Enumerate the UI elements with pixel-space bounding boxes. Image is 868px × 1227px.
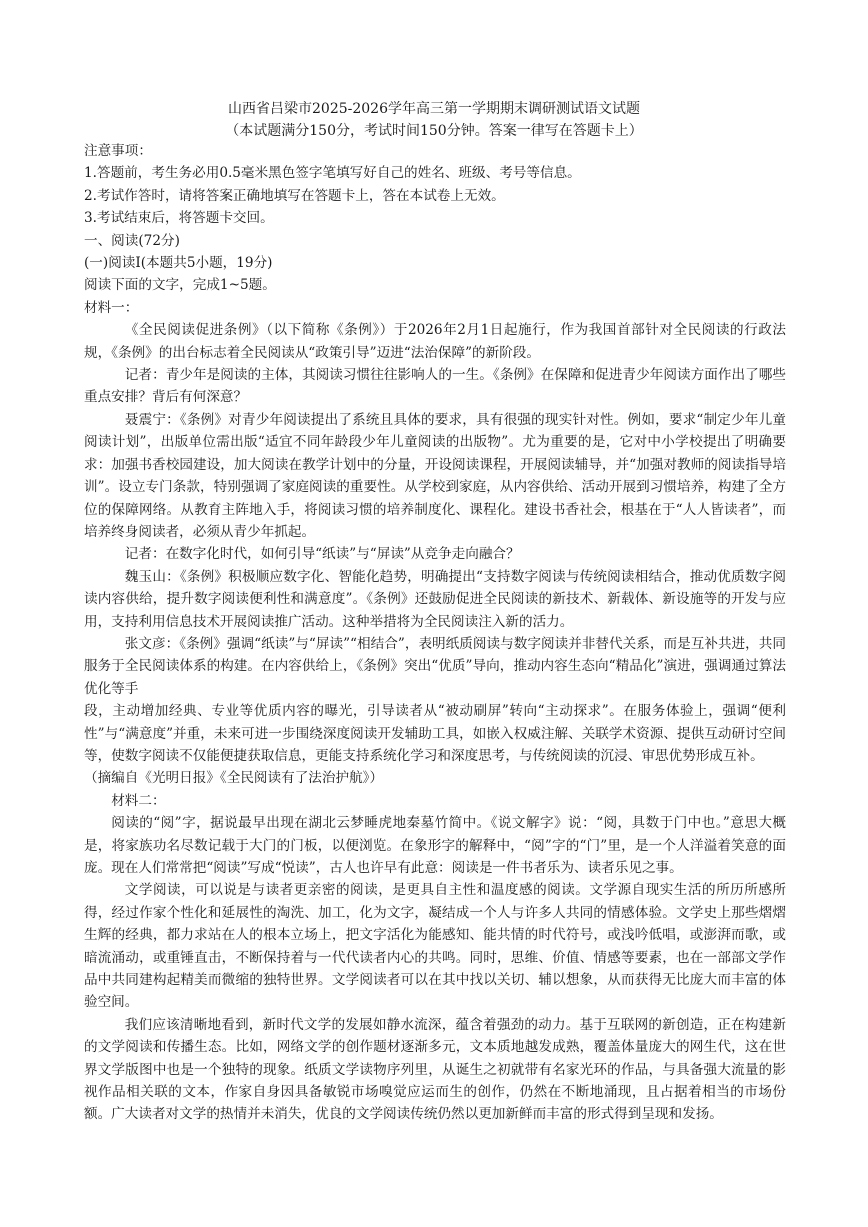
material2-paragraph: 我们应该清晰地看到，新时代文学的发展如静水流深，蕴含着强劲的动力。基于互联网的新创造，正在构建新的文学阅读和传播生态。比如，网络文学的创作题材逐渐多元，文本质地越发成熟，覆盖体量庞大的网生代，这在世界文学版图中也是一个独特的现象。纸质文学读物序列里，从诞生之初就带有名家光环的作品，与具备强大流量的影视作品相关联的文本，作家自身因具备敏锐市场嗅觉应运而生的创作，仍然在不断地涌现，且占据着相当的市场份额。广大读者对文学的热情并未消失，优良的文学阅读传统仍然以更加新鲜而丰富的形式得到呈现和发扬。 xyxy=(84,1016,786,1123)
material2-paragraph: 文学阅读，可以说是与读者更亲密的阅读，是更具自主性和温度感的阅读。文学源自现实生活的所历所感所得，经过作家个性化和延展性的淘洗、加工，化为文字，凝结成一个人与许多人共同的情感体验。文学史上那些熠熠生辉的经典，都力求站在人的根本立场上，把文字活化为能感知、能共情的时代符号，或浅吟低唱，或澎湃而歌，或暗流涌动，或重锤直击，不断保持着与一代代读者内心的共鸣。同时，思维、价值、情感等要素，也在一部部文学作品中共同建构起精美而微缩的独特世界。文学阅读者可以在其中找以关切、辅以想象，从而获得无比庞大而丰富的体验空间。 xyxy=(84,882,786,1011)
sub-heading: (一)阅读Ⅰ(本题共5小题，19分) xyxy=(84,255,273,272)
material1-paragraph: 《全民阅读促进条例》（以下简称《条例》）于2026年2月1日起施行，作为我国首部针对全民阅读的行政法规，《条例》的出台标志着全民阅读从“政策引导”迈进“法治保障”的新阶段。 xyxy=(84,322,786,361)
notice-item: 1.答题前，考生务必用0.5毫米黑色签字笔填写好自己的姓名、班级、考号等信息。 xyxy=(84,165,581,182)
material1-paragraph: 记者：在数字化时代，如何引导“纸读”与“屏读”从竞争走向融合？ xyxy=(124,546,520,563)
material1-paragraph: 张文彦：《条例》强调“纸读”与“屏读”“相结合”，表明纸质阅读与数字阅读并非替代关系，而是互补共进，共同服务于全民阅读体系的构建。在内容供给上，《条例》突出“优质”导向，推动内容生态向“精品化”演进，强调通过算法优化等手 xyxy=(84,635,786,697)
material2-paragraph: 阅读的“阅”字，据说最早出现在湖北云梦睡虎地秦墓竹简中。《说文解字》说：“阅，具数于门中也。”意思大概是，将家族功名尽数记载于大门的门板，以便浏览。在象形字的解释中，“阅”字的“门”里，是一个人洋溢着笑意的面庞。现在人们常常把“阅读”写成“悦读”，古人也许早有此意：阅读是一件书者乐为、读者乐见之事。 xyxy=(84,815,786,876)
material1-paragraph: 记者：青少年是阅读的主体，其阅读习惯往往影响人的一生。《条例》在保障和促进青少年阅读方面作出了哪些重点安排？背后有何深意？ xyxy=(84,367,786,406)
material1-paragraph-tail: 段，主动增加经典、专业等优质内容的曝光，引导读者从“被动刷屏”转向“主动探求”。在服务体验上，强调“便利性”与“满意度”并重，未来可进一步围绕深度阅读开发辅助工具，如嵌入权威注解、关联学术资源、提供互动研讨空间等，使数字阅读不仅能便捷获取信息，更能支持系统化学习和深度思考，与传统阅读的沉浸、审思优势形成互补。 xyxy=(84,703,786,764)
material2-label: 材料二： xyxy=(111,792,166,809)
material1-paragraph: 聂震宁：《条例》对青少年阅读提出了系统且具体的要求，具有很强的现实针对性。例如，要求“制定少年儿童阅读计划”，出版单位需出版“适宜不同年龄段少年儿童阅读的出版物”。尤为重要的是，它对中小学校提出了明确要求：加强书香校园建设，加大阅读在教学计划中的分量，开设阅读课程，开展阅读辅导，并“加强对教师的阅读指导培训”。设立专门条款，特别强调了家庭阅读的重要性。从学校到家庭，从内容供给、活动开展到习惯培养，构建了全方位的保障网络。从教育主阵地入手，将阅读习惯的培养制度化、课程化。建设书香社会，根基在于“人人皆读者”，而培养终身阅读者，必须从青少年抓起。 xyxy=(84,411,786,540)
notice-item: 3.考试结束后，将答题卡交回。 xyxy=(84,210,274,227)
exam-subtitle: （本试题满分150分，考试时间150分钟。答案一律写在答题卡上） xyxy=(225,123,643,139)
material1-paragraph: 魏玉山：《条例》积极顺应数字化、智能化趋势，明确提出“支持数字阅读与传统阅读相结合，推动优质数字阅读内容供给，提升数字阅读便利性和满意度”。《条例》还鼓励促进全民阅读的新技术、新载体、新设施等的开发与应用，支持利用信息技术开展阅读推广活动。这种举措将为全民阅读注入新的活力。 xyxy=(84,568,786,630)
material1-label: 材料一： xyxy=(84,299,139,316)
section-heading: 一、阅读(72分) xyxy=(84,232,180,249)
instruction: 阅读下面的文字，完成1~5题。 xyxy=(84,277,276,294)
notice-item: 2.考试作答时，请将答案正确地填写在答题卡上，答在本试卷上无效。 xyxy=(84,187,505,204)
notice-heading: 注意事项： xyxy=(84,143,152,159)
exam-title: 山西省吕梁市2025-2026学年高三第一学期期末调研测试语文试题 xyxy=(228,101,640,117)
material1-source: （摘编自《光明日报》《全民阅读有了法治护航》） xyxy=(84,770,384,787)
exam-content xyxy=(84,140,786,1126)
